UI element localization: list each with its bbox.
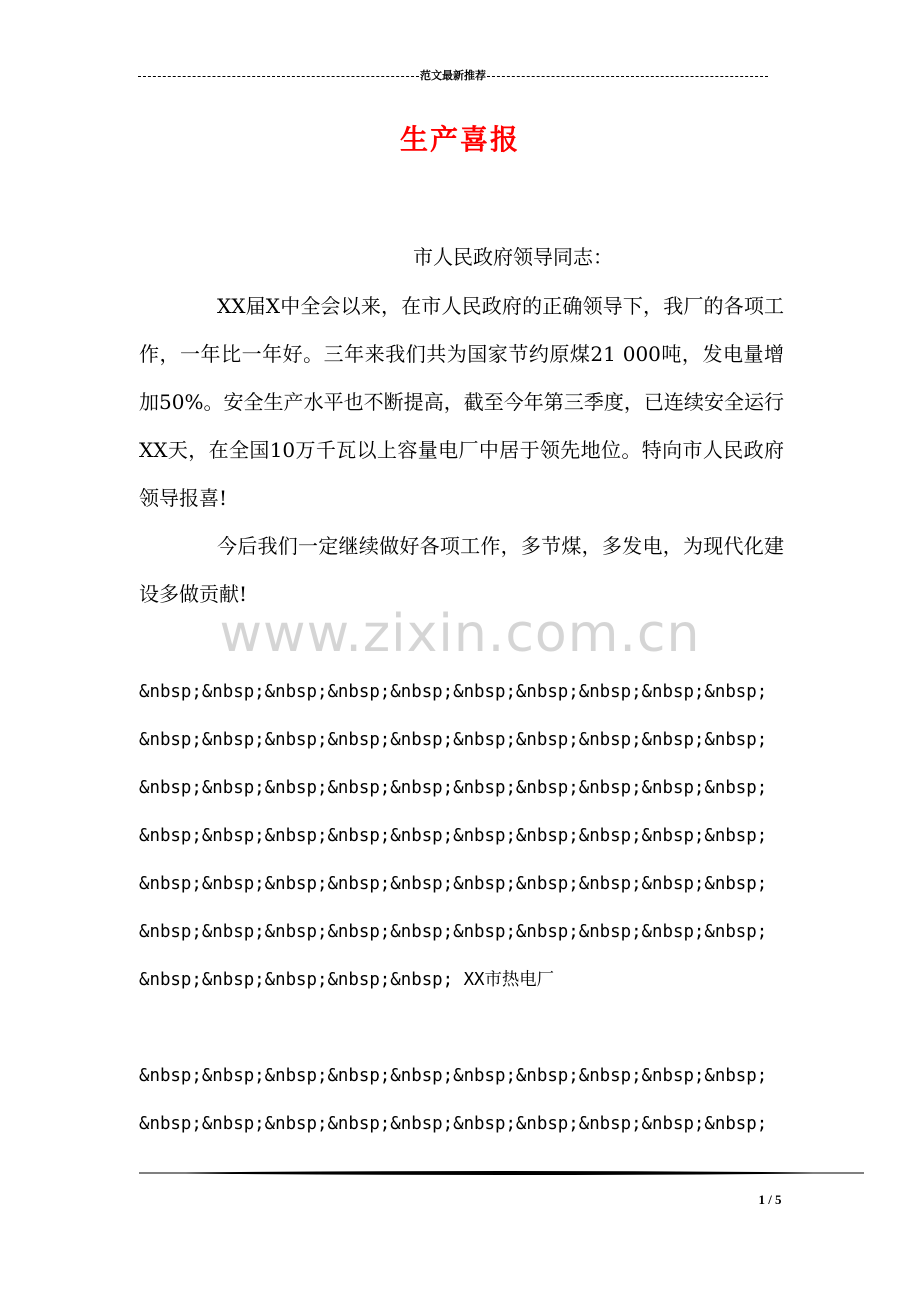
header-label: 范文最新推荐: [420, 70, 486, 82]
entity-line-9: &nbsp;&nbsp;&nbsp;&nbsp;&nbsp;&nbsp;&nbsp;&nbsp;&nbsp;&nbsp;: [139, 1114, 768, 1134]
header-rule: [138, 68, 768, 84]
body-paragraph-1: XX届X中全会以来，在市人民政府的正确领导下，我厂的各项工作，一年比一年好。三年来我们共为国家节约原煤21 000吨，发电量增加50%。安全生产水平也不断提高，截至今年第三季度，已连续安全运行XX天，在全国10万千瓦以上容量电厂中居于领先地位。特向市人民政府领导报喜!: [139, 294, 784, 510]
body-paragraph-2: 今后我们一定继续做好各项工作，多节煤，多发电，为现代化建设多做贡献!: [139, 534, 784, 606]
watermark-text: www.zixin.com.cn: [219, 604, 701, 664]
entity-line-1: &nbsp;&nbsp;&nbsp;&nbsp;&nbsp;&nbsp;&nbsp;&nbsp;&nbsp;&nbsp;: [139, 682, 768, 702]
header-dash-right: [487, 76, 768, 77]
entity-line-8: &nbsp;&nbsp;&nbsp;&nbsp;&nbsp;&nbsp;&nbsp;&nbsp;&nbsp;&nbsp;: [139, 1066, 768, 1086]
salutation: 市人民政府领导同志：: [413, 245, 613, 269]
entity-line-5: &nbsp;&nbsp;&nbsp;&nbsp;&nbsp;&nbsp;&nbsp;&nbsp;&nbsp;&nbsp;: [139, 874, 768, 894]
footer-rule: [139, 1166, 864, 1180]
entity-line-4: &nbsp;&nbsp;&nbsp;&nbsp;&nbsp;&nbsp;&nbsp;&nbsp;&nbsp;&nbsp;: [139, 826, 768, 846]
header-dash-left: [138, 76, 419, 77]
signature-line: &nbsp;&nbsp;&nbsp;&nbsp;&nbsp; XX市热电厂: [139, 970, 555, 990]
entity-line-3: &nbsp;&nbsp;&nbsp;&nbsp;&nbsp;&nbsp;&nbsp;&nbsp;&nbsp;&nbsp;: [139, 778, 768, 798]
page-number: 1 / 5: [758, 1192, 782, 1207]
entity-line-6: &nbsp;&nbsp;&nbsp;&nbsp;&nbsp;&nbsp;&nbsp;&nbsp;&nbsp;&nbsp;: [139, 922, 768, 942]
entity-line-2: &nbsp;&nbsp;&nbsp;&nbsp;&nbsp;&nbsp;&nbsp;&nbsp;&nbsp;&nbsp;: [139, 730, 768, 750]
document-title: 生产喜报: [399, 123, 520, 156]
